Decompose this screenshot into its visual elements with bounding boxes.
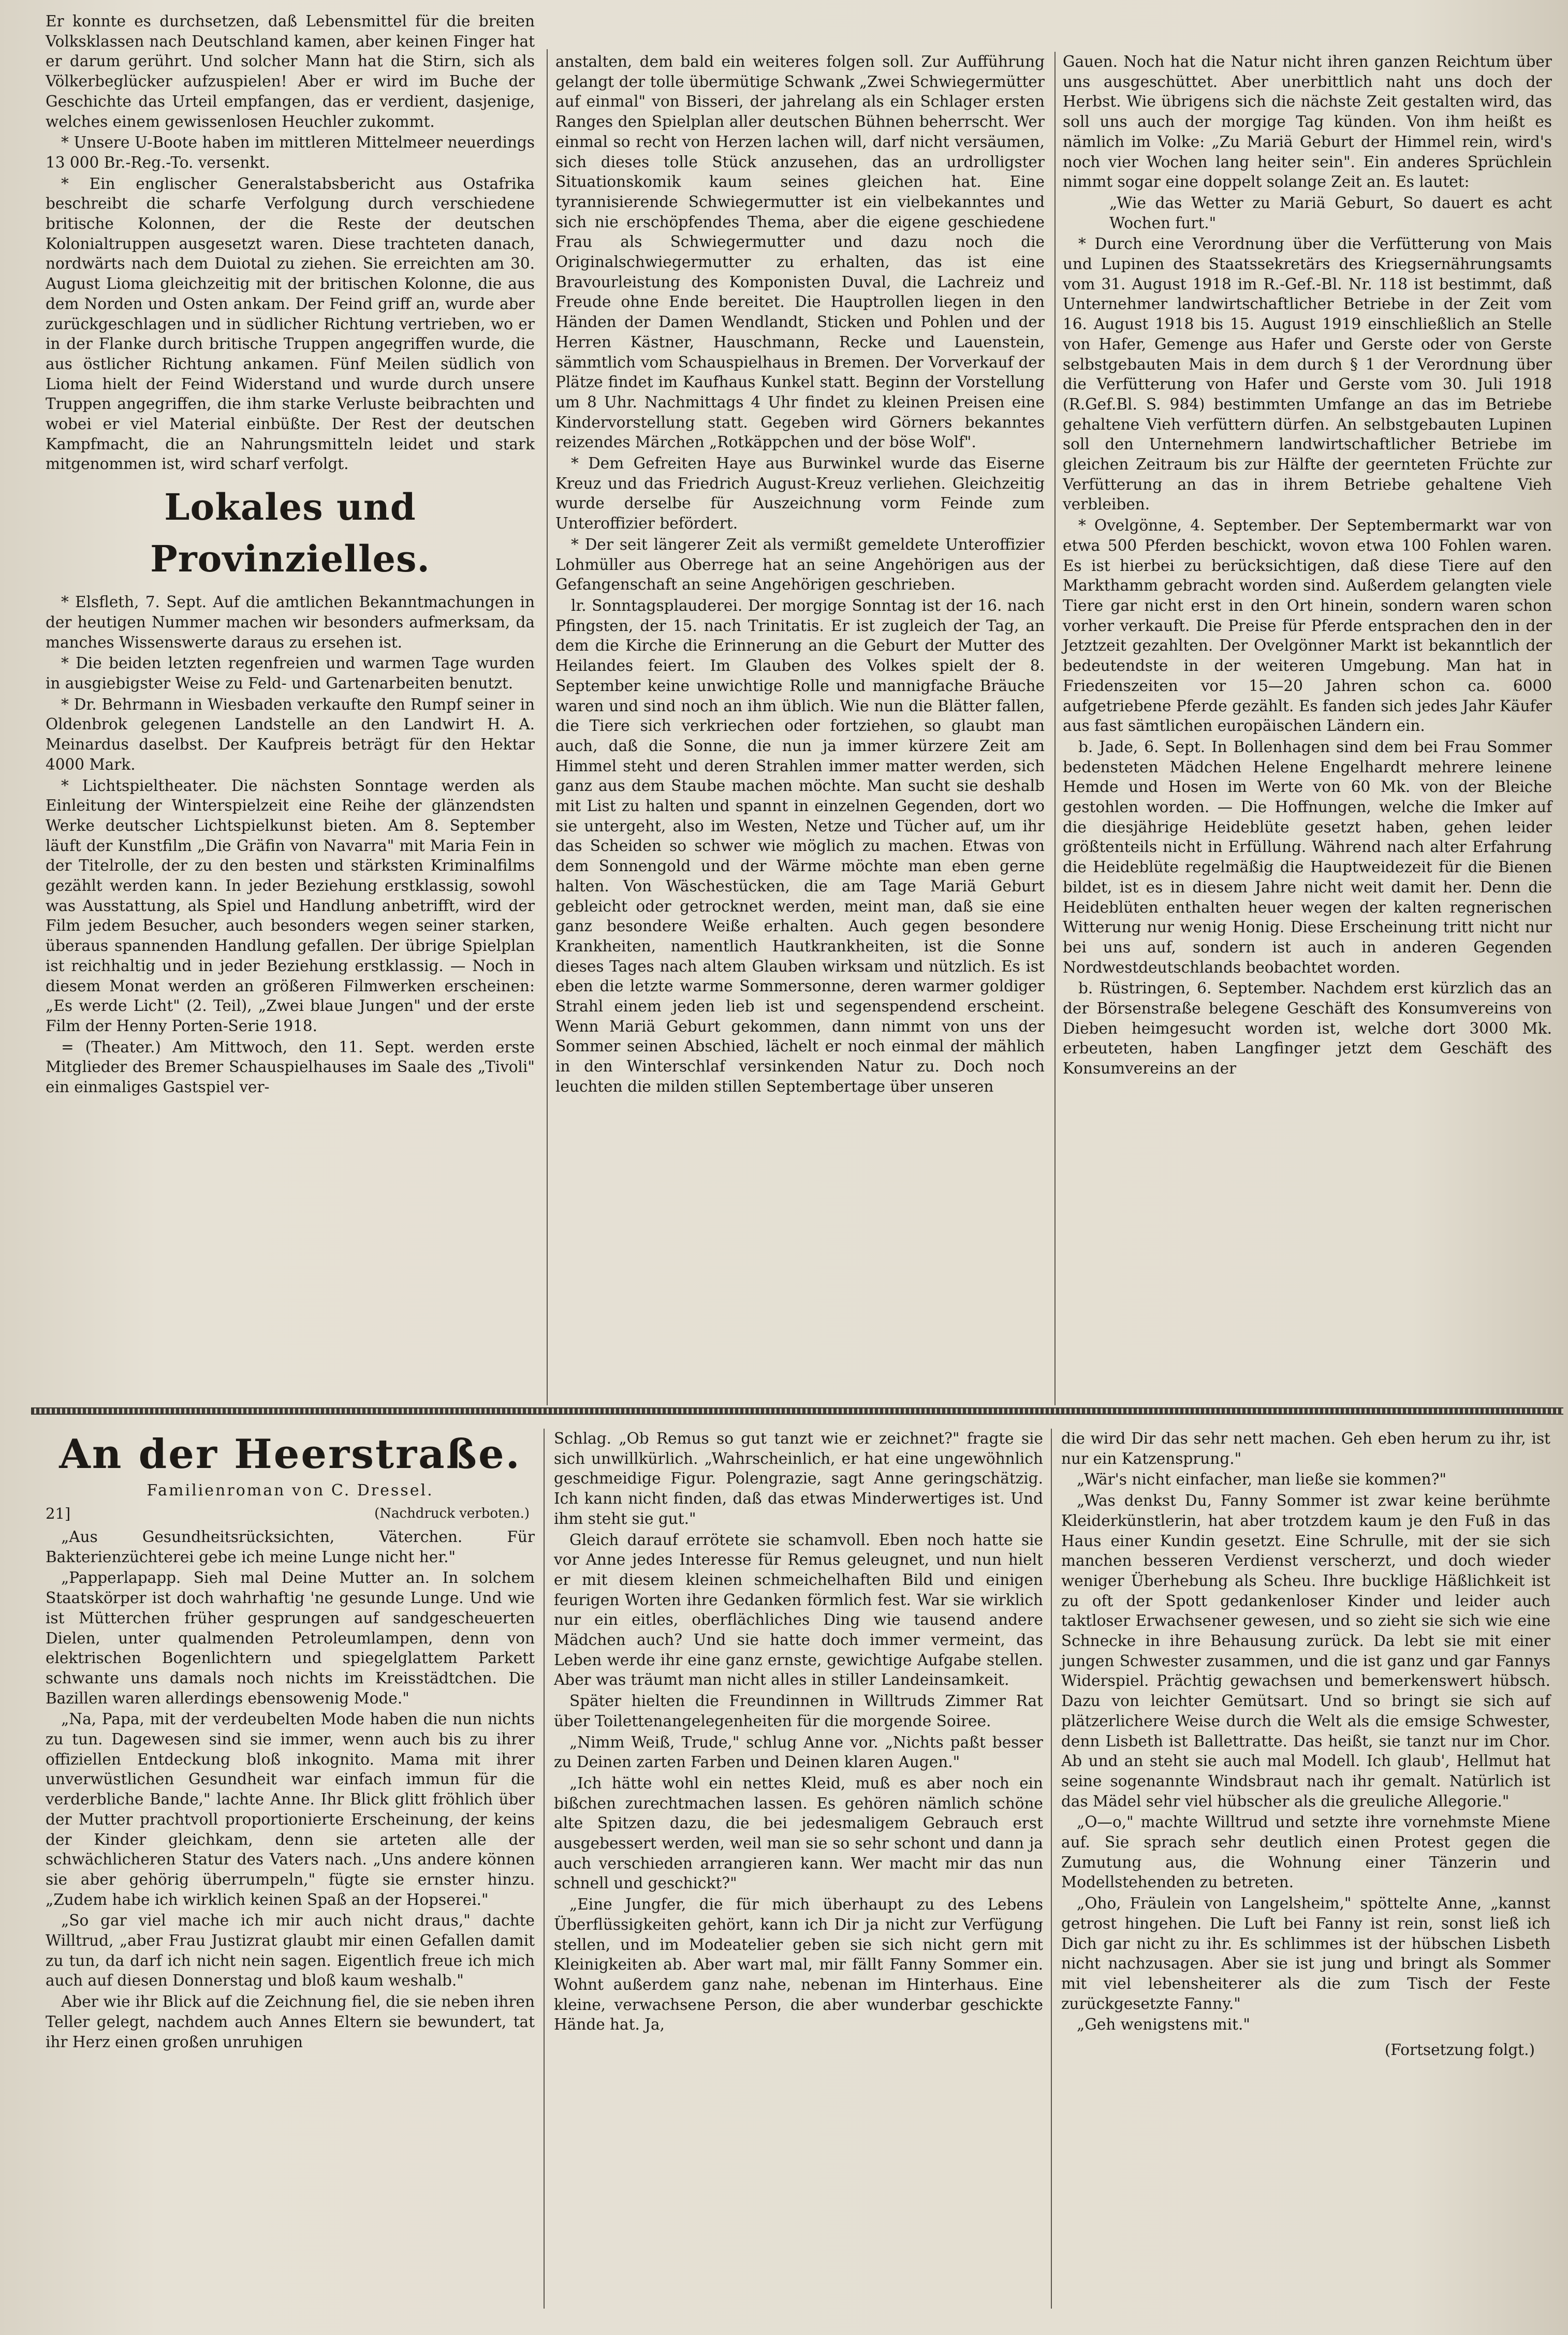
fcol2-p5: „Eine Jungfer, die für mich überhaupt zu des Lebens Überflüssigkeiten gehört, kann ich Dir ja nicht zur Verfügung stellen, und im Modeatelier geben sie sich nicht gern mit Kleinigkeiten ab. Aber wart mal, mir fällt Fanny Sommer ein. Wohnt außerdem ganz nahe, nebenan im Hinterhaus. Eine kleine, verwachsene Person, die aber wunderbar geschickte Hände hat. Ja,	[554, 1896, 1043, 2034]
col2-p0: anstalten, dem bald ein weiteres folgen soll. Zur Aufführung gelangt der tolle übermütige Schwank „Zwei Schwiegermütter auf einmal" von Bisseri, der jahrelang als ein Schlager ersten Ranges den Spielplan aller deutschen Bühnen beherrscht. Wer einmal so recht von Herzen lachen will, darf nicht versäumen, sich dieses tolle Stück anzusehen, das an urdrolligster Situationskomik kaum seines gleichen hat. Eine tyrannisierende Schwiegermutter ist ein vielbekanntes und sich nie erschöpfendes Thema, aber die eigene geschiedene Frau als Schwiegermutter und dazu noch die Originalschwiegermutter zu erhalten, das ist eine Bravourleistung des Komponisten Duval, die Lachreiz und Freude ohne Ende bereitet. Die Hauptrollen liegen in den Händen der Damen Wendlandt, Sticken und Pohlen und der Herren Kästner, Hauschmann, Recke und Lauenstein, sämmtlich vom Schauspielhaus in Bremen. Der Vorverkauf der Plätze findet im Kaufhaus Kunkel statt. Beginn der Vorstellung um 8 Uhr. Nachmittags 4 Uhr findet zu kleinen Preisen eine Kindervorstellung statt. Gegeben wird Görners bekanntes reizendes Märchen „Rotkäppchen und der böse Wolf".	[555, 53, 1045, 451]
col2-p1: * Dem Gefreiten Haye aus Burwinkel wurde das Eiserne Kreuz und das Friedrich August-Kreuz verliehen. Gleichzeitig wurde derselbe für Auszeichnung vorm Feinde zum Unteroffizier befördert.	[555, 454, 1045, 533]
section-heading: Lokales und Provinzielles.	[150, 486, 430, 581]
column-2	[555, 52, 1045, 1098]
fcol1-p4: Aber wie ihr Blick auf die Zeichnung fiel, die sie neben ihren Teller gelegt, nachdem auch Annes Eltern sie bewundert, tat ihr Herz einen großen unruhigen	[46, 1993, 535, 2051]
feuilleton-title: An der Heerstraße.	[59, 1431, 521, 1478]
col1-p2: * Ein englischer Generalstabsbericht aus Ostafrika beschreibt die scharfe Verfolgung durch verschiedene britische Kolonnen, der die Reste der deutschen Kolonialtruppen ausgesetzt waren. Diese trachteten danach, nordwärts nach dem Duiotal zu ziehen. Sie erreichten am 30. August Lioma gleichzeitig mit der britischen Kolonne, die aus dem Norden und Osten ankam. Der Feind griff an, wurde aber zurückgeschlagen und in südlicher Richtung vertrieben, wo er in der Flanke durch britische Truppen angegriffen wurde, die aus östlicher Richtung ankamen. Fünf Meilen südlich von Lioma hielt der Feind Widerstand und wurde durch unsere Truppen angegriffen, die ihm starke Verluste beibrachten und wobei er viel Material einbüßte. Der Rest der deutschen Kampfmacht, die an Nahrungsmitteln leidet und stark mitgenommen ist, wird scharf verfolgt.	[46, 174, 535, 473]
col1b-p0: * Elsfleth, 7. Sept. Auf die amtlichen Bekanntmachungen in der heutigen Nummer machen wir besonders aufmerksam, da manches Wissenswerte daraus zu ersehen ist.	[46, 593, 535, 651]
section-divider	[31, 1407, 1563, 1415]
col2-p3: lr. Sonntagsplauderei. Der morgige Sonntag ist der 16. nach Pfingsten, der 15. nach Trinitatis. Er ist zugleich der Tag, an dem die Kirche die Erinnerung an die Geburt der Mutter des Heilandes feiert. Im Glauben des Volkes spielt der 8. September keine unwichtige Rolle und mannigfache Bräuche waren und sind noch an ihm üblich. Wie nun die Blätter fallen, die Tiere sich verkriechen oder fortziehen, so glaubt man auch, daß die Sonne, die nun ja immer kürzere Zeit am Himmel steht und deren Strahlen immer matter werden, sich ganz aus dem Staube machen möchte. Man sucht sie deshalb mit List zu halten und spannt in einzelnen Gegenden, dort wo sie untergeht, also im Westen, Netze und Tücher auf, um ihr das Scheiden so schwer wie möglich zu machen. Etwas von dem Sonnengold und der Wärme möchte man eben gerne halten. Von Wäschestücken, die am Tage Mariä Geburt gebleicht oder getrocknet werden, meint man, daß sie eine ganz besondere Weiße erhalten. Auch gegen besondere Krankheiten, namentlich Hautkrankheiten, ist die Sonne dieses Tages nach altem Glauben wirksam und nützlich. Es ist eben die letzte warme Sommersonne, deren warmer goldiger Strahl einem jeden lieb ist und segenspendend erscheint. Wenn Mariä Geburt gekommen, dann nimmt von uns der Sommer seinen Abschied, lächelt er noch einmal der mählich in den Winterschlaf versinkenden Natur zu. Doch noch leuchten die milden stillen Septembertage über unseren	[555, 596, 1045, 1095]
column-divider	[1054, 52, 1056, 1405]
fcol2-p0: Schlag. „Ob Remus so gut tanzt wie er zeichnet?" fragte sie sich unwillkürlich. „Wahrscheinlich, er hat eine ungewöhnlich geschmeidige Figur. Polengrazie, sagt Anne geringschätzig. Ich kann nicht finden, daß das etwas Minderwertiges ist. Und ihm steht sie gut."	[554, 1430, 1043, 1528]
column-divider	[547, 49, 548, 1405]
feuilleton-meta	[46, 1503, 535, 1524]
fcol2-p2: Später hielten die Freundinnen in Willtruds Zimmer Rat über Toilettenangelegenheiten für die morgende Soiree.	[554, 1692, 1043, 1730]
column-3	[1063, 52, 1552, 1080]
col2-p2: * Der seit längerer Zeit als vermißt gemeldete Unteroffizier Lohmüller aus Oberrege hat an seine Angehörigen aus der Gefangenschaft an seine Angehörigen geschrieben.	[555, 535, 1045, 594]
fcol1-p1: „Papperlapapp. Sieh mal Deine Mutter an. In solchem Staatskörper ist doch wahrhaftig 'ne gesunde Lunge. Und wie ist Mütterchen früher gesprungen auf sandgescheuerten Dielen, unter qualmenden Petroleumlampen, denn von elektrischen Bogenlichtern und spiegelglattem Parkett schwante uns damals noch nichts im Kreisstädtchen. Die Bazillen waren allerdings ebensowenig Mode."	[46, 1569, 535, 1707]
column-1-articles	[46, 11, 535, 474]
column-divider	[544, 1429, 545, 2309]
feuilleton-subtitle: Familienroman von C. Dressel.	[146, 1481, 434, 1500]
fcol3-p2: „Was denkst Du, Fanny Sommer ist zwar keine berühmte Kleiderkünstlerin, hat aber trotzdem kaum je den Fuß in das Haus einer Kundin gesetzt. Eine Schrulle, mit der sie sich manchen besseren Verdienst verscherzt, und doch wieder weniger Überhebung als Scheu. Ihre bucklige Häßlichkeit ist zu oft der Spott gedankenloser Kinder und leider auch taktloser Erwachsener gewesen, und so zieht sie sich wie eine Schnecke in ihre Behausung zurück. Da lebt sie mit einer jungen Schwester zusammen, und die ist ganz und gar Fannys Widerspiel. Prächtig gewachsen und bemerkenswert hübsch. Dazu von leichter Gemütsart. Und so bringt sie sich auf plätzerlichere Weise durch die Welt als die emsige Schwester, denn Lisbeth ist Ballettratte. Das heißt, sie tanzt nur im Chor. Ab und an steht sie auch mal Modell. Ich glaub', Hellmut hat seine sogenannte Windsbraut nach ihr gemalt. Natürlich ist das Mädel sehr viel hübscher als die greuliche Allegorie."	[1061, 1492, 1550, 1810]
local-news	[46, 592, 535, 1097]
col3-p4: b. Jade, 6. Sept. In Bollenhagen sind dem bei Frau Sommer bedensteten Mädchen Helene Engelhardt mehrere leinene Hemde und Hosen im Werte von 60 Mk. von der Bleiche gestohlen worden. — Die Hoffnungen, welche die Imker auf die diesjährige Heideblüte gesetzt haben, gehen leider größtenteils nicht in Erfüllung. Während nach alter Erfahrung die Heideblüte regelmäßig die Hauptweidezeit für die Bienen bildet, ist es in diesem Jahre nicht weit damit her. Denn die Heideblüten enthalten heuer wegen der kalten regnerischen Witterung nur wenig Honig. Diese Erscheinung tritt nicht nur bei uns auf, sondern ist auch in anderen Gegenden Nordwestdeutschlands beobachtet worden.	[1063, 738, 1552, 976]
col3-p1: „Wie das Wetter zu Mariä Geburt, So dauert es acht Wochen furt."	[1109, 194, 1552, 232]
fcol2-p1: Gleich darauf errötete sie schamvoll. Eben noch hatte sie vor Anne jedes Interesse für Remus geleugnet, und nun hielt er mit diesem kleinen schmeichelhaften Bild und einigen feurigen Worten ihre Gedanken förmlich fest. War sie wirklich nur ein eitles, oberflächliches Ding wie tausend andere Mädchen auch? Und sie hatte doch immer vermeint, das Leben werde ihr eine ganz ernste, gewichtige Aufgabe stellen. Aber was träumt man nicht alles in stiller Landeinsamkeit.	[554, 1531, 1043, 1689]
fcol2-p4: „Ich hätte wohl ein nettes Kleid, muß es aber noch ein bißchen zurechtmachen lassen. Es gehören nämlich schöne alte Spitzen dazu, die bei jedesmaligem Gebrauch erst ausgebessert werden, weil man sie so sehr schont und dann ja auch verschieden arrangieren kann. Wer macht mir das nun schnell und geschickt?"	[554, 1774, 1043, 1892]
col1-p1: * Unsere U-Boote haben im mittleren Mittelmeer neuerdings 13 000 Br.-Reg.-To. versenkt.	[46, 134, 535, 171]
col1-p0: Er konnte es durchsetzen, daß Lebensmittel für die breiten Volksklassen nach Deutschland kamen, aber keinen Finger hat er darum gerührt. Und solcher Mann hat die Stirn, sich als Völkerbeglücker aufzuspielen! Aber er wird im Buche der Geschichte das Urteil empfangen, das er verdient, dasjenige, welches einem gewissenlosen Heuchler zukommt.	[46, 12, 535, 130]
fcol1-p0: „Aus Gesundheitsrücksichten, Väterchen. Für Bakterienzüchterei gebe ich meine Lunge nicht her."	[46, 1528, 535, 1566]
fcol3-p3: „O—o," machte Willtrud und setzte ihre vornehmste Miene auf. Sie sprach sehr deutlich einen Protest gegen die Zumutung aus, die Wohnung einer Tänzerin und Modellstehenden zu betreten.	[1061, 1813, 1550, 1891]
column-divider	[1051, 1429, 1052, 2309]
fcol3-p5: „Geh wenigstens mit."	[1077, 2016, 1250, 2034]
fcol3-p1: „Wär's nicht einfacher, man ließe sie kommen?"	[1077, 1471, 1447, 1489]
col3-p5: b. Rüstringen, 6. September. Nachdem erst kürzlich das an der Börsenstraße belegene Geschäft des Konsumvereins von Dieben heimgesucht worden ist, welche dort 3000 Mk. erbeuteten, haben Langfinger jetzt dem Geschäft des Konsumvereins an der	[1063, 979, 1552, 1078]
fcol2-p3: „Nimm Weiß, Trude," schlug Anne vor. „Nichts paßt besser zu Deinen zarten Farben und Deinen klaren Augen."	[554, 1733, 1043, 1771]
feuilleton-column-1	[46, 1429, 535, 2053]
fcol1-p2: „Na, Papa, mit der verdeubelten Mode haben die nun nichts zu tun. Dagewesen sind sie immer, wenn auch bis zu ihrer offiziellen Entdeckung bloß inkognito. Mama mit ihrer unverwüstlichen Gesundheit war einfach immun für die verderbliche Bande," lachte Anne. Ihr Blick glitt fröhlich über der Mutter prachtvoll proportionierte Erscheinung, der keins der Kinder gleichkam, denn sie arteten alle der schwächlicheren Statur des Vaters nach. „Uns andere können sie aber gehörig überrumpeln," fügte sie ernster hinzu. „Zudem habe ich wirklich keinen Spaß an der Hopserei."	[46, 1710, 535, 1908]
col3-p3: * Ovelgönne, 4. September. Der Septembermarkt war von etwa 500 Pferden beschickt, wovon etwa 100 Fohlen waren. Es ist hierbei zu berücksichtigen, daß diese Tiere auf den Markthamm gebracht worden sind. Außerdem gelangten viele Tiere gar nicht erst in den Ort hinein, sondern waren schon vorher verkauft. Die Preise für Pferde entsprachen den in der Jetztzeit gezahlten. Der Ovelgönner Markt ist bekanntlich der bedeutendste in der weiteren Umgebung. Man hat in Friedenszeiten vor 15—20 Jahren schon ca. 6000 aufgetriebene Pferde gezählt. Es fanden sich jedes Jahr Käufer aus fast sämtlichen europäischen Ländern ein.	[1063, 517, 1552, 735]
feuilleton-column-2	[554, 1429, 1043, 2036]
fcol1-p3: „So gar viel mache ich mir auch nicht draus," dachte Willtrud, „aber Frau Justizrat glaubt mir einen Gefallen damit zu tun, da darf ich nicht nein sagen. Eigentlich freue ich mich auch auf diesen Donnerstag und bloß kaum weshalb."	[46, 1912, 535, 1990]
col3-p2: * Durch eine Verordnung über die Verfütterung von Mais und Lupinen des Staatssekretärs des Kriegsernährungsamts vom 31. August 1918 im R.-Gef.-Bl. Nr. 118 ist bestimmt, daß Unternehmer landwirtschaftlicher Betriebe in der Zeit vom 16. August 1918 bis 15. August 1919 einschließlich an Stelle von Hafer, Gemenge aus Hafer und Gerste oder von Gerste selbstgebauten Mais in dem durch § 1 der Verordnung über die Verfütterung von Hafer und Gerste vom 30. Juli 1918 (R.Gef.Bl. S. 984) bestimmten Umfange an das im Betriebe gehaltene Vieh verfüttern dürfen. An selbstgebauten Lupinen soll den Unternehmern landwirtschaftlicher Betriebe im gleichen Zeitraum bis zur Hälfte der geernteten Früchte zur Verfütterung an das in ihrem Betriebe gehaltene Vieh verbleiben.	[1063, 235, 1552, 513]
col1b-p1: * Die beiden letzten regenfreien und warmen Tage wurden in ausgiebigster Weise zu Feld- und Gartenarbeiten benutzt.	[46, 654, 535, 692]
continuation-note: (Fortsetzung folgt.)	[1384, 2041, 1535, 2059]
col3-p0: Gauen. Noch hat die Natur nicht ihren ganzen Reichtum über uns ausgeschüttet. Aber unerbittlich naht uns doch der Herbst. Wie übrigens sich die nächste Zeit gestalten wird, das soll uns auch der morgige Tag künden. Von ihm heißt es nämlich im Volke: „Zu Mariä Geburt der Himmel rein, wird's noch vier Wochen lang heiter sein". Ein anderes Sprüchlein nimmt sogar eine doppelt solange Zeit an. Es lautet:	[1063, 53, 1552, 191]
fcol3-p0: die wird Dir das sehr nett machen. Geh eben herum zu ihr, ist nur ein Katzensprung."	[1061, 1430, 1550, 1467]
col1b-p3: * Lichtspieltheater. Die nächsten Sonntage werden als Einleitung der Winterspielzeit eine Reihe der glänzendsten Werke deutscher Lichtspielkunst bieten. Am 8. September läuft der Kunstfilm „Die Gräfin von Navarra" mit Maria Fein in der Titelrolle, der zu den besten und stärksten Kriminalfilms gezählt werden kann. In jeder Beziehung erstklassig, sowohl was Ausstattung, als Spiel und Handlung anbetrifft, wird der Film jedem Besucher, auch besonders wegen seiner starken, überaus spannenden Handlung gefallen. Der übrige Spielplan ist reichhaltig und in jeder Beziehung erstklassig. — Noch in diesem Monat werden an größeren Filmwerken erscheinen: „Es werde Licht" (2. Teil), „Zwei blaue Jungen" und der erste Film der Henny Porten-Serie 1918.	[46, 776, 535, 1035]
episode-number: 21]	[46, 1505, 71, 1522]
col1b-p2: * Dr. Behrmann in Wiesbaden verkaufte den Rumpf seiner in Oldenbrok gelegenen Landstelle an den Landwirt H. A. Meinardus daselbst. Der Kaufpreis beträgt für den Hektar 4000 Mark.	[46, 695, 535, 773]
copyright-notice: (Nachdruck verboten.)	[374, 1506, 530, 1521]
column-1	[46, 11, 535, 1098]
feuilleton-column-3	[1061, 1429, 1550, 2061]
fcol3-p4: „Oho, Fräulein von Langelsheim," spöttelte Anne, „kannst getrost hingehen. Die Luft bei Fanny ist rein, sonst ließ ich Dich gar nicht zu ihr. Es schlimmes ist der hübschen Lisbeth nicht nachzusagen. Aber sie ist jung und bringt als Sommer mit viel lebensheiterer als die zum Tisch der Feste zurückgesetzte Fanny."	[1061, 1895, 1550, 2013]
col1b-p4: = (Theater.) Am Mittwoch, den 11. Sept. werden erste Mitglieder des Bremer Schauspielhauses im Saale des „Tivoli" ein einmaliges Gastspiel ver-	[46, 1038, 535, 1096]
